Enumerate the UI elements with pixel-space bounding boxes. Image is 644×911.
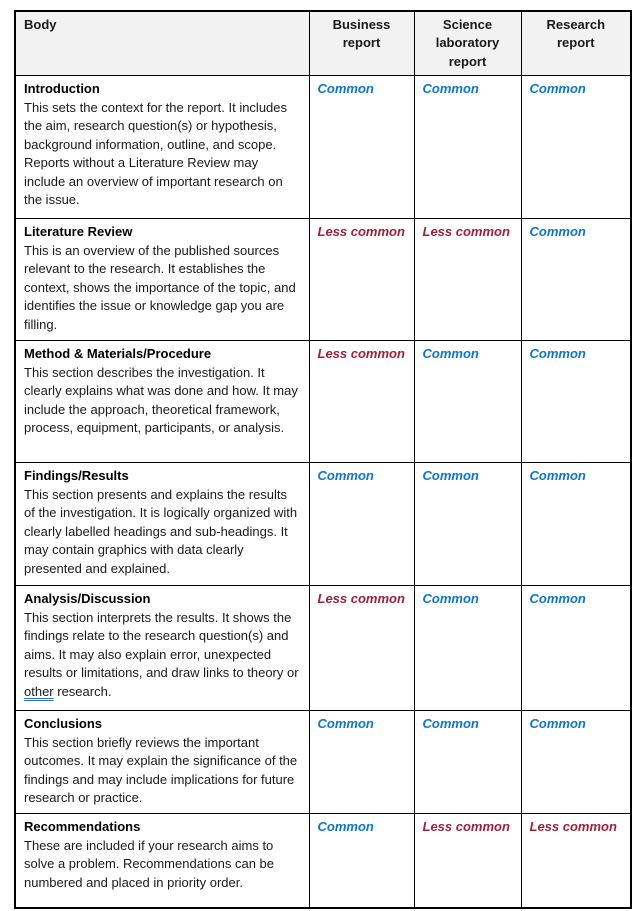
science-report-value: Common <box>414 711 521 814</box>
header-research-report: Research report <box>521 11 631 76</box>
section-cell <box>15 76 309 219</box>
section-cell <box>15 341 309 463</box>
section-title: Introduction <box>24 81 100 97</box>
table-row-literature-review <box>15 219 631 341</box>
science-report-value: Less common <box>414 219 521 341</box>
science-report-value: Common <box>414 586 521 711</box>
section-cell <box>15 219 309 341</box>
desc-text-part: This section interprets the results. It shows the findings relate to the research question(s) and aims. It may also explain error, unexpected results or limitations, and draw links to theory or <box>24 609 299 681</box>
header-body: Body <box>15 11 309 76</box>
grammar-underlined-word: other <box>24 683 54 699</box>
section-description: This sets the context for the report. It includes the aim, research question(s) or hypothesis, background information, outline, and scope. Reports without a Literature Review may include an overview of important research on the issue. <box>24 99 288 208</box>
business-report-value: Common <box>309 463 414 586</box>
table-row-introduction <box>15 76 631 219</box>
table-row-recommendations <box>15 814 631 908</box>
science-report-value: Common <box>414 76 521 219</box>
business-report-value: Common <box>309 814 414 908</box>
research-report-value: Common <box>521 219 631 341</box>
section-description: This section describes the investigation. It clearly explains what was done and how. It may include the approach, theoretical framework, process, equipment, participants, or analysis. <box>24 364 298 436</box>
research-report-value: Common <box>521 586 631 711</box>
section-description: This section presents and explains the results of the investigation. It is logically organized with clearly labelled headings and sub-headings. It may contain graphics with data clearly presented and explained. <box>24 486 298 576</box>
research-report-value: Common <box>521 463 631 586</box>
business-report-value: Less common <box>309 341 414 463</box>
section-title: Conclusions <box>24 716 103 732</box>
section-description: This section briefly reviews the important outcomes. It may explain the significance of the findings and may include implications for future research or practice. <box>24 734 298 806</box>
report-body-table <box>14 10 632 909</box>
science-report-value: Common <box>414 463 521 586</box>
table-row-analysis-discussion <box>15 586 631 711</box>
science-report-value: Common <box>414 341 521 463</box>
section-title: Method & Materials/Procedure <box>24 346 212 362</box>
section-description <box>24 609 301 701</box>
business-report-value: Less common <box>309 219 414 341</box>
science-report-value: Less common <box>414 814 521 908</box>
table-row-findings-results <box>15 463 631 586</box>
header-business-report: Business report <box>309 11 414 76</box>
section-description: This is an overview of the published sources relevant to the research. It establishes the context, shows the importance of the topic, and identifies the issue or knowledge gap you are filling. <box>24 242 296 332</box>
header-science-laboratory-report: Science laboratory report <box>414 11 521 76</box>
research-report-value: Common <box>521 341 631 463</box>
section-cell <box>15 463 309 586</box>
business-report-value: Common <box>309 711 414 814</box>
desc-text-part: research. <box>53 683 112 699</box>
business-report-value: Less common <box>309 586 414 711</box>
section-title: Recommendations <box>24 819 141 835</box>
section-title: Analysis/Discussion <box>24 591 151 607</box>
section-cell <box>15 711 309 814</box>
business-report-value: Common <box>309 76 414 219</box>
section-title: Findings/Results <box>24 468 129 484</box>
section-title: Literature Review <box>24 224 133 240</box>
research-report-value: Common <box>521 76 631 219</box>
table-header-row <box>15 11 631 76</box>
table-row-conclusions <box>15 711 631 814</box>
table-row-method-materials <box>15 341 631 463</box>
section-cell <box>15 586 309 711</box>
section-cell <box>15 814 309 908</box>
research-report-value: Less common <box>521 814 631 908</box>
research-report-value: Common <box>521 711 631 814</box>
section-description: These are included if your research aims to solve a problem. Recommendations can be numbered and placed in priority order. <box>24 837 275 890</box>
